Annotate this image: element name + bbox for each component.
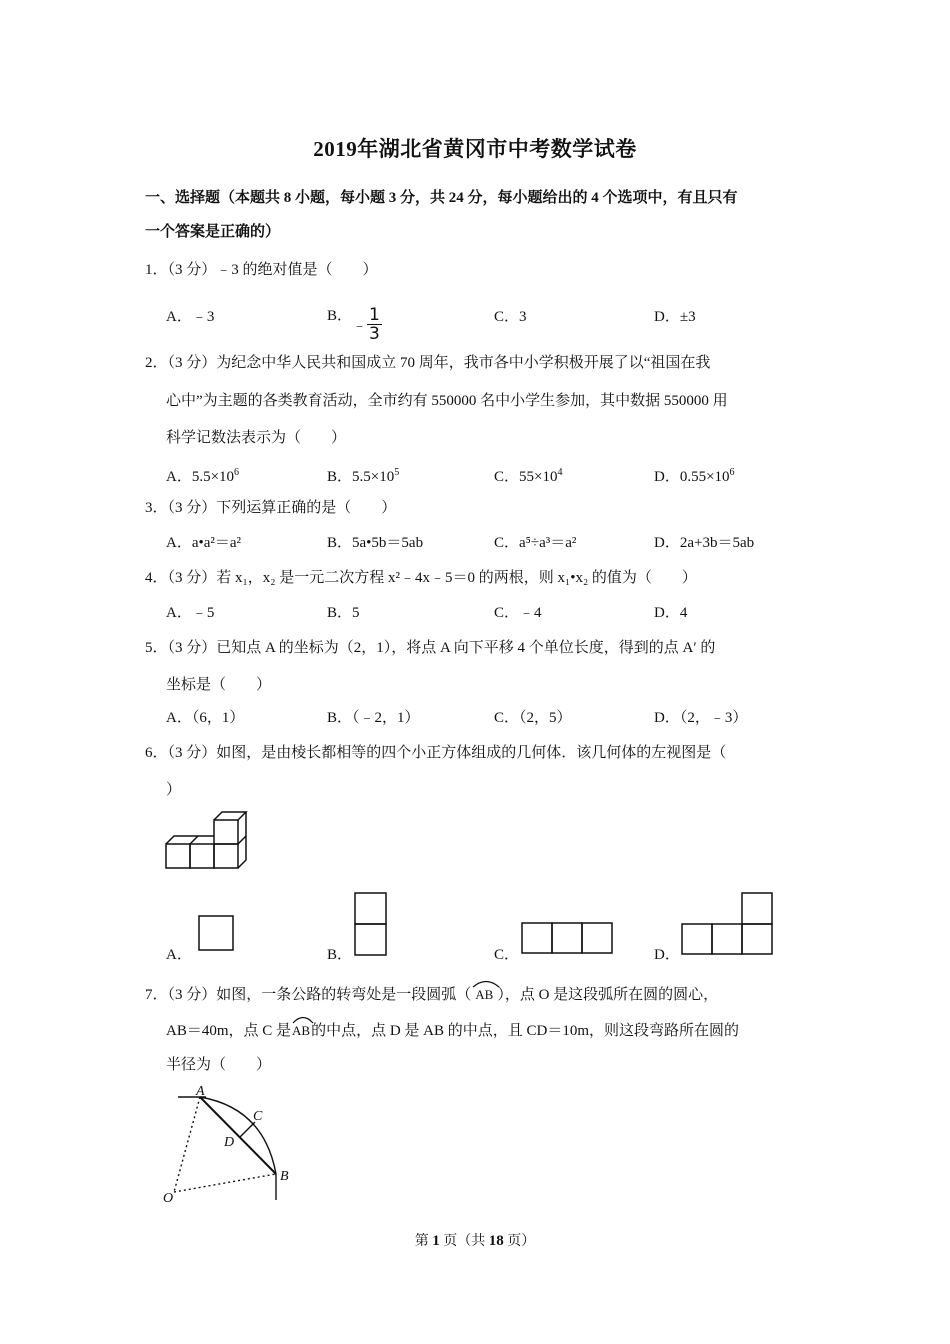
fraction-numerator: 1: [369, 305, 380, 325]
q2-option-a: [166, 463, 239, 487]
arc-ab-notation-inline: [291, 1017, 311, 1041]
q6-option-d-view: [681, 892, 777, 956]
q1-option-d: D．±3: [654, 309, 696, 325]
point-b-label: B: [280, 1169, 289, 1184]
q2-option-a-exp: 6: [234, 467, 240, 478]
q6-option-d-label: D．: [654, 947, 680, 963]
section-heading: [145, 181, 825, 249]
q1-option-b-sign: ﹣: [352, 317, 368, 334]
question-3-stem: 3．（3 分）下列运算正确的是（ ）: [145, 500, 397, 516]
point-c-label: C: [253, 1109, 263, 1124]
q3-option-b: B．5a•5b＝5ab: [327, 535, 424, 551]
cube-solid-figure: [163, 808, 253, 872]
question-7-line-2: [166, 1017, 739, 1041]
q2-option-b: [327, 463, 399, 487]
arc-ab-notation: [471, 981, 497, 1005]
arc-ab-label: AB: [475, 987, 494, 1002]
question-2-line-3: 科学记数法表示为（ ）: [166, 430, 347, 446]
footer-suffix: 页）: [503, 1234, 536, 1249]
q4-option-a: A．﹣5: [166, 605, 215, 621]
question-7-line-1-end: ），点 O 是这段弧所在圆的圆心，: [497, 987, 719, 1003]
footer-middle: 页（共: [439, 1234, 489, 1249]
q2-option-a-base: A．5.5×10: [166, 469, 235, 485]
radius-oa: [174, 1097, 200, 1192]
q1-option-a: A．﹣3: [166, 309, 215, 325]
q6-option-c-view: [521, 922, 617, 956]
q6-option-b-label: B．: [327, 947, 353, 963]
arc-ab-label-inline: AB: [292, 1023, 311, 1038]
q2-option-b-exp: 5: [394, 467, 400, 478]
q3-option-a: A．a•a²＝a²: [166, 535, 242, 551]
arc-road-figure: [160, 1082, 300, 1207]
point-a-label: A: [196, 1084, 205, 1099]
arc-symbol: [471, 978, 501, 988]
q4-option-c: C．﹣4: [494, 605, 542, 621]
footer-page-number: 1: [432, 1233, 440, 1249]
q2-option-b-base: B．5.5×10: [327, 469, 395, 485]
page-footer: [0, 1230, 950, 1250]
q6-option-a-label: A．: [166, 947, 192, 963]
question-7-line-1-start: 7．（3 分）如图，一条公路的转弯处是一段圆弧（: [145, 987, 472, 1003]
question-7-line-2-end: 的中点，点 D 是 AB 的中点，且 CD＝10m，则这段弯路所在圆的: [311, 1023, 740, 1039]
page-title: 2019年湖北省黄冈市中考数学试卷: [313, 137, 637, 161]
q6-option-c-label: C．: [494, 947, 520, 963]
question-4-stem: 4．（3 分）若 x₁，x₂ 是一元二次方程 x²﹣4x﹣5＝0 的两根，则 x₁•x₂ 的值为（ ）: [145, 570, 697, 586]
fraction-denominator: 3: [369, 324, 380, 344]
q5-option-a: A．（6，1）: [166, 710, 245, 726]
q2-option-d-base: D．0.55×10: [654, 469, 730, 485]
q5-option-b: B．（﹣2，1）: [327, 710, 420, 726]
q2-option-c-base: C．55×10: [494, 469, 558, 485]
q6-option-b-view: [354, 892, 390, 956]
section-heading-line-2: 一个答案是正确的）: [145, 224, 281, 240]
q5-option-d: D．（2，﹣3）: [654, 710, 748, 726]
question-2-line-2: 心中”为主题的各类教育活动，全市约有 550000 名中小学生参加，其中数据 550000 用: [166, 393, 728, 409]
q2-option-c: [494, 463, 562, 487]
question-2-line-1: 2．（3 分）为纪念中华人民共和国成立 70 周年，我市各中小学积极开展了以“祖国在我: [145, 355, 711, 371]
q1-option-b: [327, 298, 382, 344]
point-d-label: D: [224, 1135, 235, 1150]
question-5-line-1: 5．（3 分）已知点 A 的坐标为（2，1），将点 A 向下平移 4 个单位长度，得到的点 A′ 的: [145, 640, 716, 656]
q2-option-d-exp: 6: [729, 467, 735, 478]
q6-option-a-view: [198, 915, 236, 953]
footer-total-pages: 18: [488, 1233, 504, 1249]
section-heading-line-1: 一、选择题（本题共 8 小题，每小题 3 分，共 24 分，每小题给出的 4 个选项中，有且只有: [145, 190, 738, 206]
q2-option-d: [654, 463, 735, 487]
arc-symbol: [291, 1014, 315, 1024]
q4-option-d: D．4: [654, 605, 688, 621]
question-7-line-2-start: AB＝40m，点 C 是: [166, 1023, 292, 1039]
q1-option-c: C．3: [494, 309, 527, 325]
question-6-line-2: ）: [166, 782, 182, 798]
fraction: [367, 306, 382, 343]
radius-ob: [174, 1174, 276, 1192]
q3-option-d: D．2a+3b＝5ab: [654, 535, 755, 551]
question-7-line-1: [145, 981, 718, 1005]
q2-option-c-exp: 4: [557, 467, 563, 478]
question-5-line-2: 坐标是（ ）: [166, 677, 272, 693]
footer-prefix: 第: [414, 1234, 433, 1249]
q5-option-c: C．（2，5）: [494, 710, 572, 726]
point-o-label: O: [163, 1191, 174, 1206]
question-6-line-1: 6．（3 分）如图，是由棱长都相等的四个小正方体组成的几何体．该几何体的左视图是（: [145, 745, 727, 761]
question-1-stem: 1．（3 分）﹣3 的绝对值是（ ）: [145, 262, 378, 278]
q3-option-c: C．a⁵÷a³＝a²: [494, 535, 577, 551]
question-7-line-3: 半径为（ ）: [166, 1057, 272, 1073]
q1-option-b-label: B．: [327, 307, 353, 324]
chord-ab: [200, 1097, 276, 1174]
q4-option-b: B．5: [327, 605, 360, 621]
segment-cd: [240, 1122, 255, 1137]
